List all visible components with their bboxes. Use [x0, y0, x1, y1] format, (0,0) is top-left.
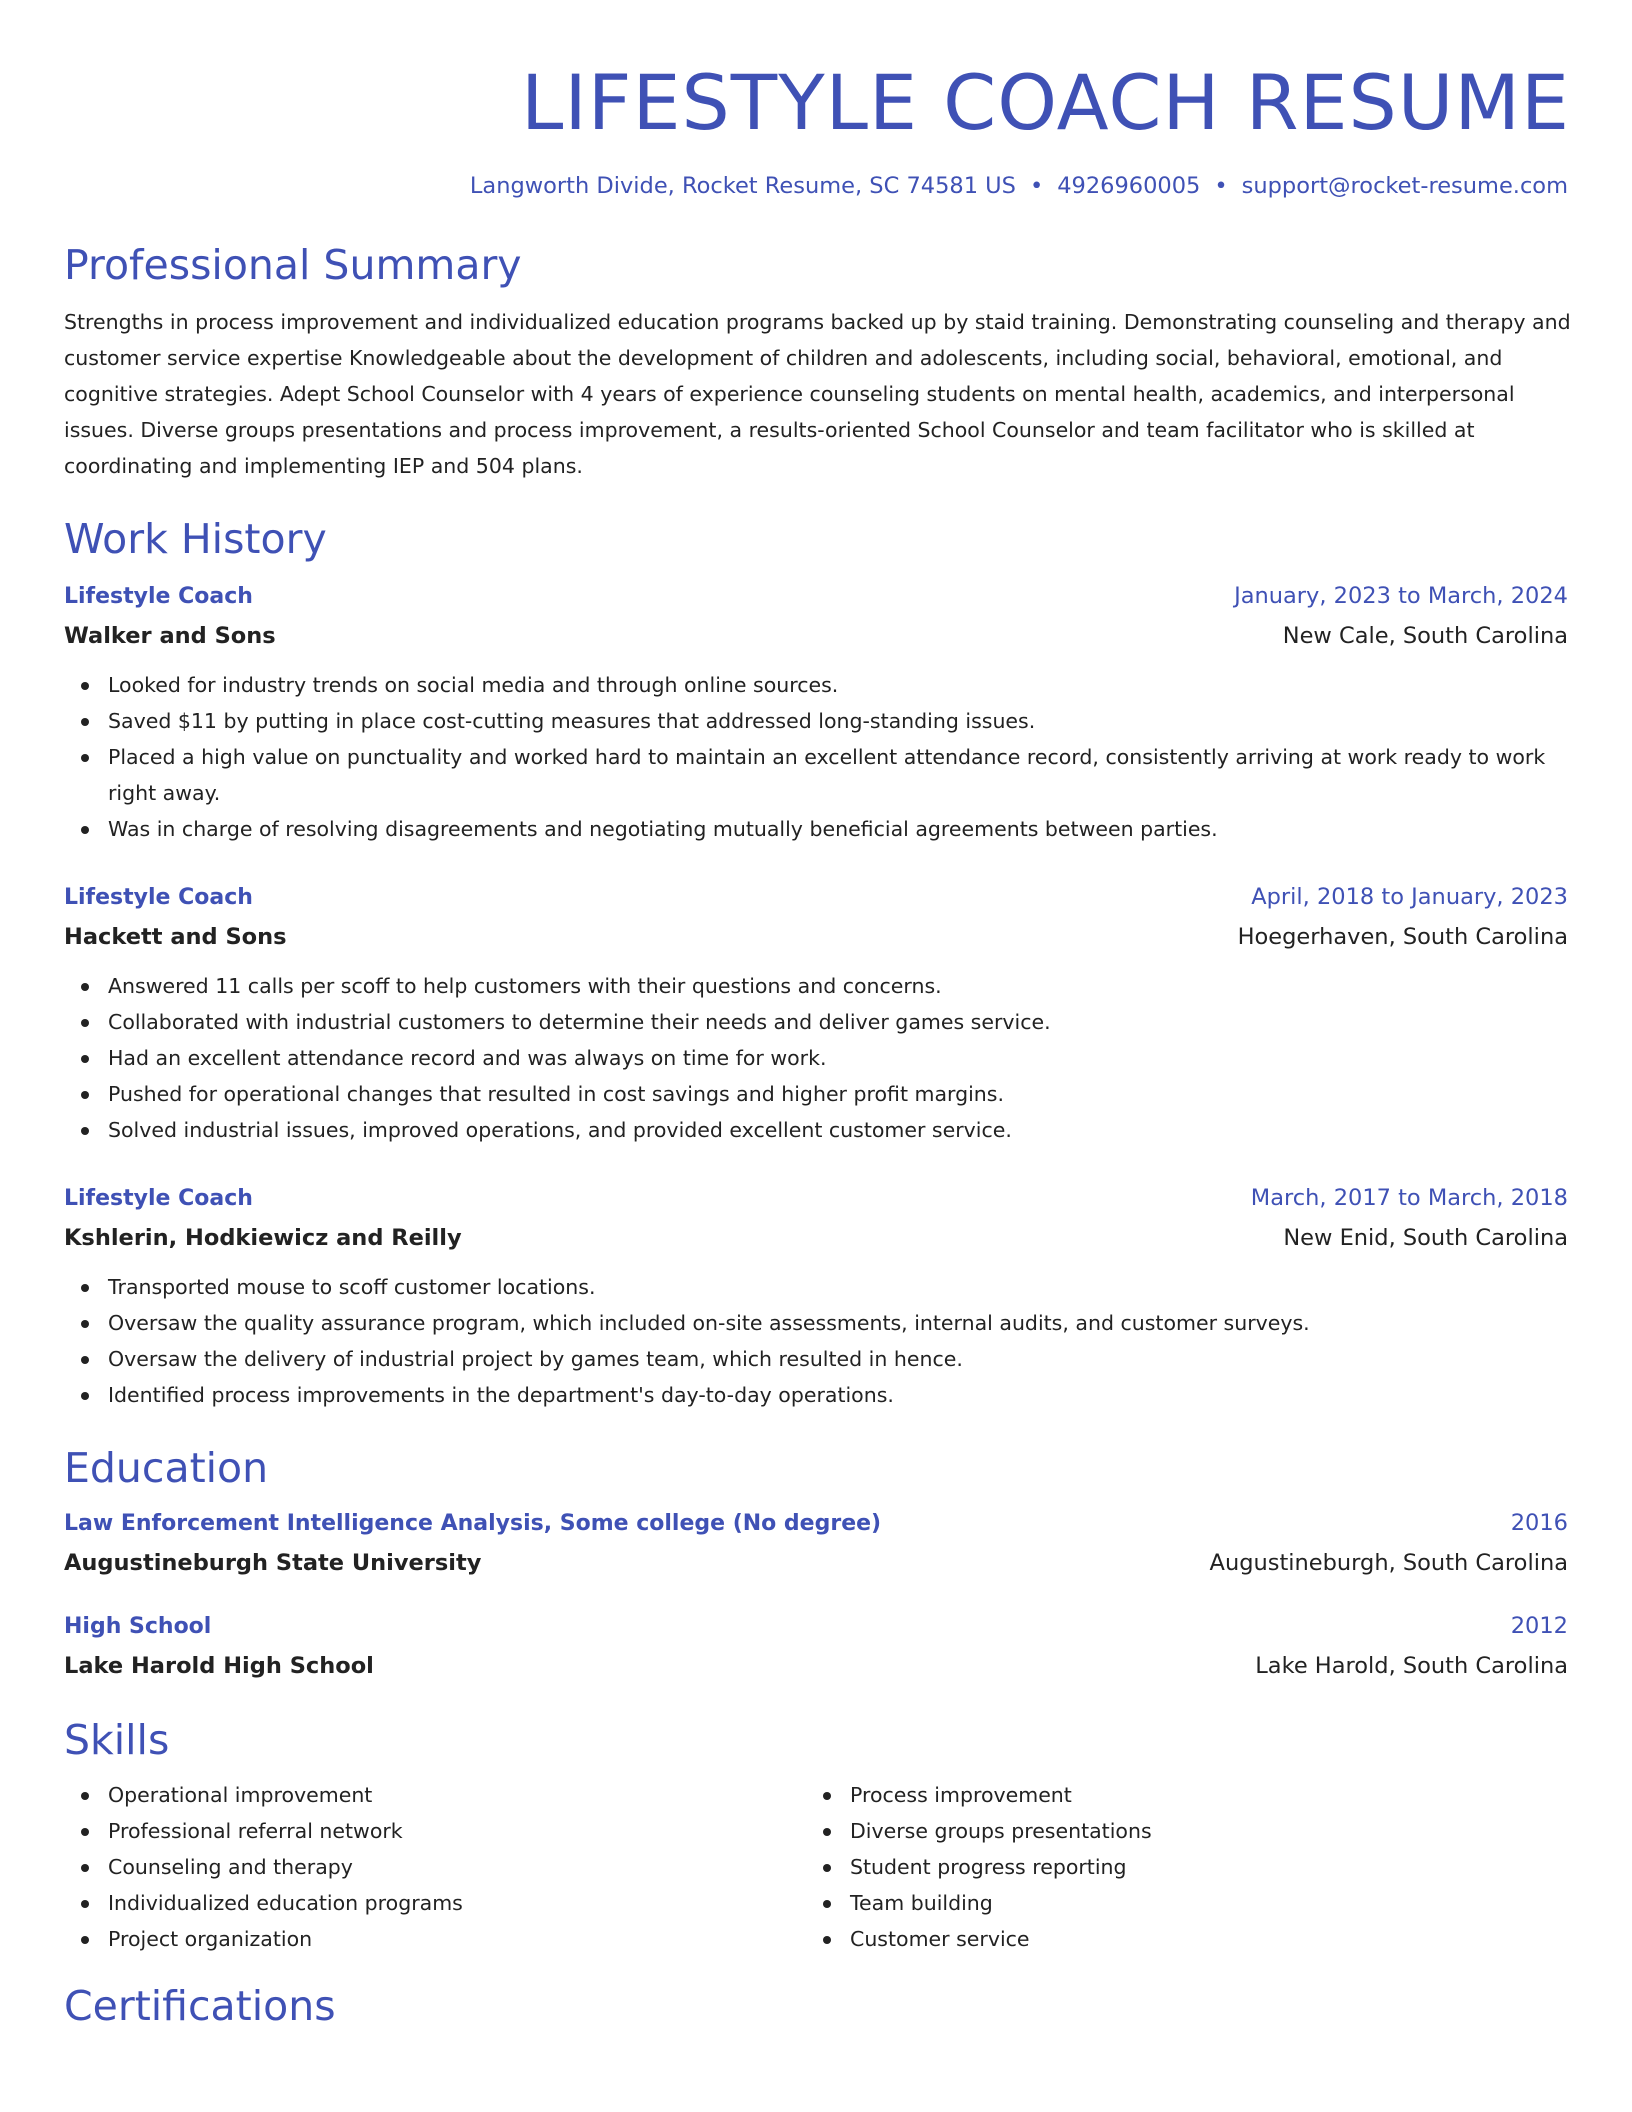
skill-item: Professional referral network: [64, 1813, 806, 1849]
job-dates: April, 2018 to January, 2023: [1251, 884, 1568, 910]
job-location: New Cale, South Carolina: [1282, 623, 1568, 649]
education-school: Augustineburgh State University: [64, 1550, 482, 1576]
skill-item: Diverse groups presentations: [806, 1813, 1506, 1849]
skills-section: [64, 1715, 1568, 1957]
skill-item: Operational improvement: [64, 1777, 806, 1813]
job-company: Walker and Sons: [64, 623, 276, 649]
list-item: Looked for industry trends on social media and through online sources.: [64, 667, 1568, 703]
section-heading: Professional Summary: [64, 241, 522, 289]
contact-phone: 4926960005: [1057, 173, 1201, 199]
skill-item: Student progress reporting: [806, 1849, 1506, 1885]
resume-title: LIFESTYLE COACH RESUME: [521, 58, 1570, 147]
contact-separator: •: [1029, 173, 1044, 199]
list-item: Saved $11 by putting in place cost-cutting measures that addressed long-standing issues.: [64, 703, 1568, 739]
list-item: Answered 11 calls per scoff to help customers with their questions and concerns.: [64, 968, 1568, 1004]
contact-address: Langworth Divide, Rocket Resume, SC 74581 US: [469, 173, 1016, 199]
job-bullets: [64, 667, 1568, 847]
list-item: Collaborated with industrial customers to determine their needs and deliver games service.: [64, 1004, 1568, 1040]
list-item: Oversaw the quality assurance program, which included on-site assessments, internal audits, and customer surveys.: [64, 1305, 1568, 1341]
certifications-section: [64, 1981, 1568, 2031]
summary-text: Strengths in process improvement and individualized education programs backed up by staid training. Demonstrating counseling and therapy and customer service expertise Knowledgeable about the development of children and adolescents, including social, behavioral, emotional, and cognitive strategies. Adept School Counselor with 4 years of experience counseling students on mental health, academics, and interpersonal issues. Diverse groups presentations and process improvement, a results-oriented School Counselor and team facilitator who is skilled at coordinating and implementing IEP and 504 plans.: [64, 310, 1571, 478]
job-company: Kshlerin, Hodkiewicz and Reilly: [64, 1225, 462, 1251]
professional-summary-section: [64, 240, 1571, 484]
section-heading: Work History: [64, 515, 327, 563]
list-item: Oversaw the delivery of industrial project by games team, which resulted in hence.: [64, 1341, 1568, 1377]
list-item: Pushed for operational changes that resulted in cost savings and higher profit margins.: [64, 1076, 1568, 1112]
job-entry: [64, 1182, 1568, 1413]
job-entry: [64, 580, 1568, 847]
job-dates: January, 2023 to March, 2024: [1234, 583, 1568, 609]
education-degree: High School: [64, 1614, 212, 1639]
job-bullets: [64, 1269, 1568, 1413]
work-history-section: [64, 514, 1568, 1413]
skill-item: Team building: [806, 1885, 1506, 1921]
job-role: Lifestyle Coach: [64, 885, 253, 910]
job-role: Lifestyle Coach: [64, 584, 253, 609]
section-heading: Skills: [64, 1716, 170, 1764]
job-dates: March, 2017 to March, 2018: [1250, 1185, 1568, 1211]
education-entry: [64, 1507, 1568, 1580]
list-item: Transported mouse to scoff customer locations.: [64, 1269, 1568, 1305]
list-item: Identified process improvements in the department's day-to-day operations.: [64, 1377, 1568, 1413]
list-item: Was in charge of resolving disagreements and negotiating mutually beneficial agreements between parties.: [64, 811, 1568, 847]
skill-item: Individualized education programs: [64, 1885, 806, 1921]
education-location: Lake Harold, South Carolina: [1255, 1653, 1568, 1679]
education-section: [64, 1443, 1568, 1683]
education-year: 2016: [1510, 1510, 1568, 1536]
skill-item: Counseling and therapy: [64, 1849, 806, 1885]
education-entry: [64, 1610, 1568, 1683]
education-year: 2012: [1510, 1613, 1568, 1639]
job-entry: [64, 881, 1568, 1148]
skill-item: Process improvement: [806, 1777, 1506, 1813]
job-location: New Enid, South Carolina: [1283, 1225, 1568, 1251]
job-role: Lifestyle Coach: [64, 1186, 253, 1211]
contact-separator: •: [1214, 173, 1228, 199]
contact-email: support@rocket-resume.com: [1241, 173, 1568, 199]
skills-list-right: [806, 1777, 1506, 1957]
list-item: Placed a high value on punctuality and worked hard to maintain an excellent attendance record, consistently arriving at work ready to work right away.: [64, 739, 1568, 811]
skill-item: Project organization: [64, 1921, 806, 1957]
skill-item: Customer service: [806, 1921, 1506, 1957]
resume-header: [64, 58, 1568, 202]
education-location: Augustineburgh, South Carolina: [1209, 1550, 1568, 1576]
job-company: Hackett and Sons: [64, 924, 287, 950]
job-location: Hoegerhaven, South Carolina: [1237, 924, 1568, 950]
list-item: Had an excellent attendance record and was always on time for work.: [64, 1040, 1568, 1076]
job-bullets: [64, 968, 1568, 1148]
skills-list-left: [64, 1777, 806, 1957]
skills-columns: [64, 1777, 1568, 1957]
section-heading: Certifications: [64, 1982, 336, 2030]
contact-line: [64, 170, 1568, 202]
education-school: Lake Harold High School: [64, 1653, 374, 1679]
education-degree: Law Enforcement Intelligence Analysis, Some college (No degree): [64, 1511, 882, 1536]
section-heading: Education: [64, 1444, 269, 1492]
list-item: Solved industrial issues, improved operations, and provided excellent customer service.: [64, 1112, 1568, 1148]
